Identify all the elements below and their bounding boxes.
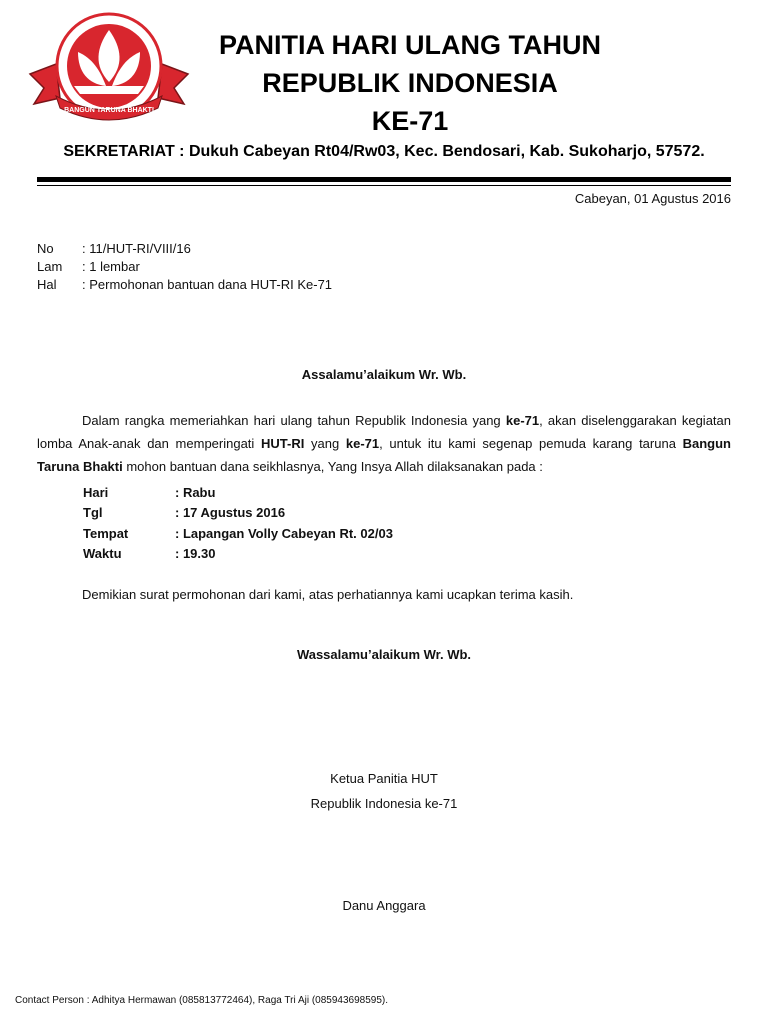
secretariat-address: SEKRETARIAT : Dukuh Cabeyan Rt04/Rw03, Kec. Bendosari, Kab. Sukoharjo, 57572. [63, 143, 705, 160]
detail-value-waktu: : 19.30 [175, 546, 216, 561]
detail-value-tgl: : 17 Agustus 2016 [175, 505, 286, 520]
meta-label-hal: Hal [37, 277, 57, 292]
paragraph-text-1: Dalam rangka memeriahkan hari ulang tahun Republik Indonesia yang [82, 413, 506, 428]
contact-person: Contact Person : Adhitya Hermawan (085813772464), Raga Tri Aji (085943698595). [15, 995, 389, 1006]
meta-value-lam: : 1 lembar [82, 259, 140, 274]
header-divider-thick [37, 177, 731, 182]
detail-value-hari: : Rabu [175, 485, 216, 500]
body-paragraph [37, 409, 731, 478]
title-line-2: REPUBLIK INDONESIA [262, 68, 558, 98]
detail-label-tgl: Tgl [83, 505, 103, 520]
meta-value-hal: : Permohonan bantuan dana HUT-RI Ke-71 [82, 277, 333, 292]
paragraph-bold-1: ke-71 [505, 413, 540, 428]
paragraph-text-3: yang [304, 436, 346, 451]
signature-title-2: Republik Indonesia ke-71 [310, 796, 458, 811]
signature-title-1: Ketua Panitia HUT [330, 771, 438, 786]
paragraph-bold-4: Bangun Taruna Bhakti [37, 436, 731, 474]
paragraph-text-5: mohon bantuan dana seikhlasnya, Yang Insya Allah dilaksanakan pada : [122, 459, 543, 474]
paragraph-bold-2: HUT-RI [261, 436, 305, 451]
farewell: Wassalamu’alaikum Wr. Wb. [296, 647, 472, 662]
header-divider-thin [37, 185, 731, 186]
letter-date: Cabeyan, 01 Agustus 2016 [574, 191, 731, 206]
meta-value-no: : 11/HUT-RI/VIII/16 [82, 241, 191, 256]
logo-text: BANGUN TARUNA BHAKTI [64, 107, 154, 114]
detail-value-tempat: : Lapangan Volly Cabeyan Rt. 02/03 [175, 526, 393, 541]
meta-label-no: No [37, 241, 54, 256]
paragraph-bold-3: ke-71 [345, 436, 380, 451]
detail-label-tempat: Tempat [83, 526, 129, 541]
title-line-3: KE-71 [371, 106, 449, 136]
paragraph-text-2: , akan diselenggarakan kegiatan lomba Anak-anak dan memperingati [37, 413, 732, 451]
signer-name: Danu Anggara [342, 898, 426, 913]
greeting: Assalamu’alaikum Wr. Wb. [301, 367, 467, 382]
meta-label-lam: Lam [37, 259, 63, 274]
detail-label-waktu: Waktu [83, 546, 122, 561]
title-line-1: PANITIA HARI ULANG TAHUN [219, 30, 601, 60]
detail-label-hari: Hari [83, 485, 109, 500]
paragraph-text-4: , untuk itu kami segenap pemuda karang taruna [379, 436, 683, 451]
closing-text: Demikian surat permohonan dari kami, atas perhatiannya kami ucapkan terima kasih. [82, 587, 574, 602]
